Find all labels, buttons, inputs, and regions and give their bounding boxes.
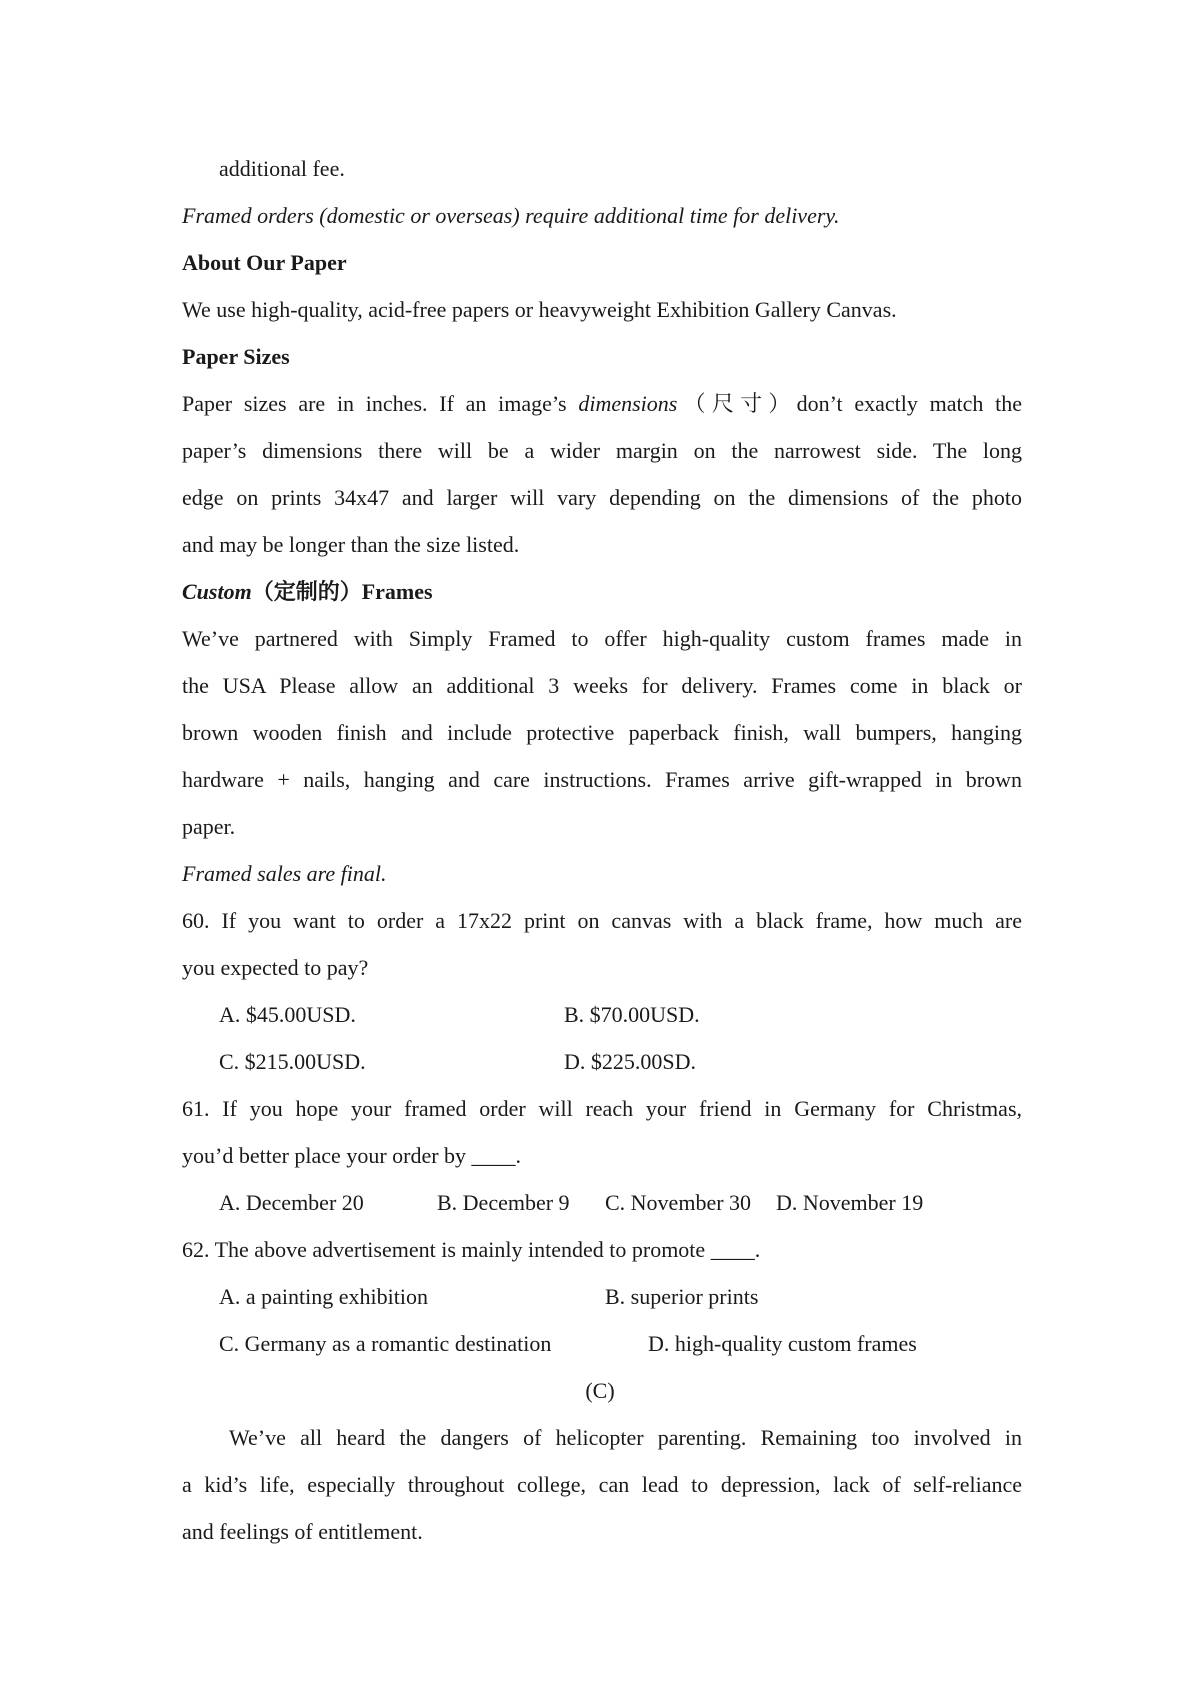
question-61-option-d: D. November 19: [776, 1190, 924, 1215]
question-61-option-b: B. December 9: [437, 1190, 570, 1215]
question-62-option-d: D. high-quality custom frames: [648, 1331, 917, 1356]
text-line: additional fee.: [219, 156, 345, 181]
heading-segment: （定制的）Frames: [251, 579, 433, 604]
question-60-option-d: D. $225.00SD.: [564, 1049, 697, 1074]
question-60-option-a: A. $45.00USD.: [219, 1002, 356, 1027]
text-line: edge on prints 34x47 and larger will vary depending on the dimensions of the photo: [182, 485, 1022, 510]
text-line: We’ve partnered with Simply Framed to offer high-quality custom frames made in: [182, 626, 1022, 651]
text-line: [182, 390, 1022, 418]
paragraph-line: a kid’s life, especially throughout college, can lead to depression, lack of self-reliance: [182, 1472, 1022, 1497]
question-60-stem: you expected to pay?: [182, 955, 369, 980]
question-62-option-c: C. Germany as a romantic destination: [219, 1331, 552, 1356]
text-line: and may be longer than the size listed.: [182, 532, 520, 557]
question-60-option-c: C. $215.00USD.: [219, 1049, 366, 1074]
question-62-stem: 62. The above advertisement is mainly intended to promote ____.: [182, 1237, 761, 1262]
question-62-option-b: B. superior prints: [605, 1284, 759, 1309]
heading-paper-sizes: Paper Sizes: [182, 344, 290, 369]
question-61-option-c: C. November 30: [605, 1190, 752, 1215]
text-line: brown wooden finish and include protective paperback finish, wall bumpers, hanging: [182, 720, 1022, 745]
question-60-option-b: B. $70.00USD.: [564, 1002, 700, 1027]
question-61-option-a: A. December 20: [219, 1190, 364, 1215]
heading-about-paper: About Our Paper: [182, 250, 347, 275]
heading-custom-frames: [182, 578, 433, 606]
text-line-italic: Framed sales are final.: [182, 861, 387, 886]
text-line: paper’s dimensions there will be a wider margin on the narrowest side. The long: [182, 438, 1022, 463]
text-line: We use high-quality, acid-free papers or heavyweight Exhibition Gallery Canvas.: [182, 297, 897, 322]
question-61-stem: you’d better place your order by ____.: [182, 1143, 522, 1168]
text-segment: Paper sizes are in inches. If an image’s: [182, 391, 579, 416]
text-segment-italic: dimensions: [578, 391, 678, 416]
text-line: paper.: [182, 814, 236, 839]
text-segment: （尺寸）don’t exactly match the: [677, 391, 1022, 416]
question-60-stem: 60. If you want to order a 17x22 print on canvas with a black frame, how much are: [182, 908, 1022, 933]
paragraph-line: and feelings of entitlement.: [182, 1519, 423, 1544]
text-line-italic: Framed orders (domestic or overseas) require additional time for delivery.: [182, 203, 840, 228]
question-62-option-a: A. a painting exhibition: [219, 1284, 428, 1309]
text-line: hardware + nails, hanging and care instructions. Frames arrive gift-wrapped in brown: [182, 767, 1022, 792]
paragraph-line: We’ve all heard the dangers of helicopter parenting. Remaining too involved in: [229, 1425, 1022, 1450]
section-label-c: (C): [585, 1378, 615, 1403]
text-line: the USA Please allow an additional 3 weeks for delivery. Frames come in black or: [182, 673, 1022, 698]
heading-segment-italic: Custom: [182, 579, 252, 604]
question-61-stem: 61. If you hope your framed order will reach your friend in Germany for Christmas,: [182, 1096, 1022, 1121]
